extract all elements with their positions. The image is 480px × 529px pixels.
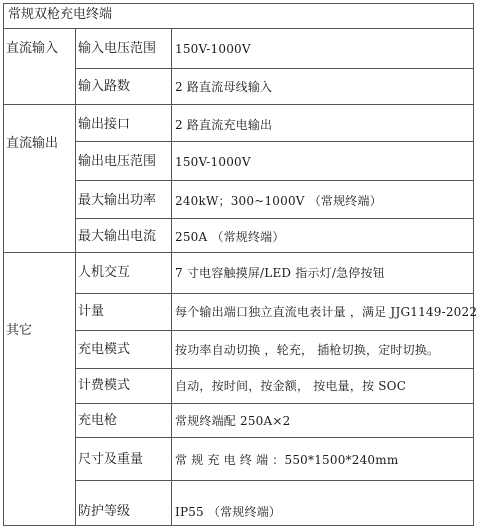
rule-output-3 — [75, 218, 474, 219]
table-title: 常规双枪充电终端 — [8, 7, 113, 22]
row-label: 计量 — [78, 304, 105, 319]
row-value: 150V-1000V — [175, 155, 251, 169]
row-value: 按功率自动切换 ，轮充， 插枪切换，定时切换。 — [175, 343, 440, 357]
row-value: 自动，按时间，按金额， 按电量，按 SOC — [175, 379, 407, 393]
rule-other-3 — [75, 368, 474, 369]
rule-other-4 — [75, 403, 474, 404]
rule-output-2 — [75, 180, 474, 181]
row-value: 7 寸电容触摸屏/LED 指示灯/急停按钮 — [175, 266, 385, 280]
row-value: 150V-1000V — [175, 42, 251, 56]
rule-output-1 — [75, 141, 474, 142]
section-label-other: 其它 — [6, 323, 33, 338]
row-value: 每个输出端口独立直流电表计量 ，满足 JJG1149-2022 — [175, 305, 478, 319]
row-label: 计费模式 — [78, 378, 131, 393]
row-label: 人机交互 — [78, 265, 131, 280]
rule-other-1 — [75, 293, 474, 294]
row-label: 输入电压范围 — [78, 41, 157, 56]
row-value: 常 规 充 电 终 端 ：550*1500*240mm — [175, 453, 399, 467]
rule-other-5 — [75, 437, 474, 438]
rule-col-2 — [171, 28, 172, 526]
row-value: 常规终端配 250A×2 — [175, 414, 291, 428]
row-label: 最大输出功率 — [78, 193, 157, 208]
row-label: 输出接口 — [78, 117, 131, 132]
rule-col-1 — [75, 28, 76, 526]
row-label: 充电模式 — [78, 342, 131, 357]
section-label-dc-output: 直流输出 — [6, 136, 59, 151]
row-label: 尺寸及重量 — [78, 452, 144, 467]
row-value: 2 路直流充电输出 — [175, 118, 273, 132]
rule-section-output — [3, 252, 474, 253]
row-value: IP55 （常规终端） — [175, 505, 282, 519]
row-label: 最大输出电流 — [78, 229, 157, 244]
row-label: 输入路数 — [78, 79, 131, 94]
rule-input-1 — [75, 68, 474, 69]
row-value: 2 路直流母线输入 — [175, 80, 273, 94]
rule-title — [3, 28, 474, 29]
rule-other-2 — [75, 330, 474, 331]
rule-other-6 — [75, 480, 474, 481]
rule-section-input — [3, 104, 474, 105]
row-value: 250A （常规终端） — [175, 230, 285, 244]
row-label: 防护等级 — [78, 504, 131, 519]
row-value: 240kW；300~1000V （常规终端） — [175, 194, 382, 208]
section-label-dc-input: 直流输入 — [6, 41, 59, 56]
row-label: 输出电压范围 — [78, 154, 157, 169]
row-label: 充电枪 — [78, 413, 118, 428]
